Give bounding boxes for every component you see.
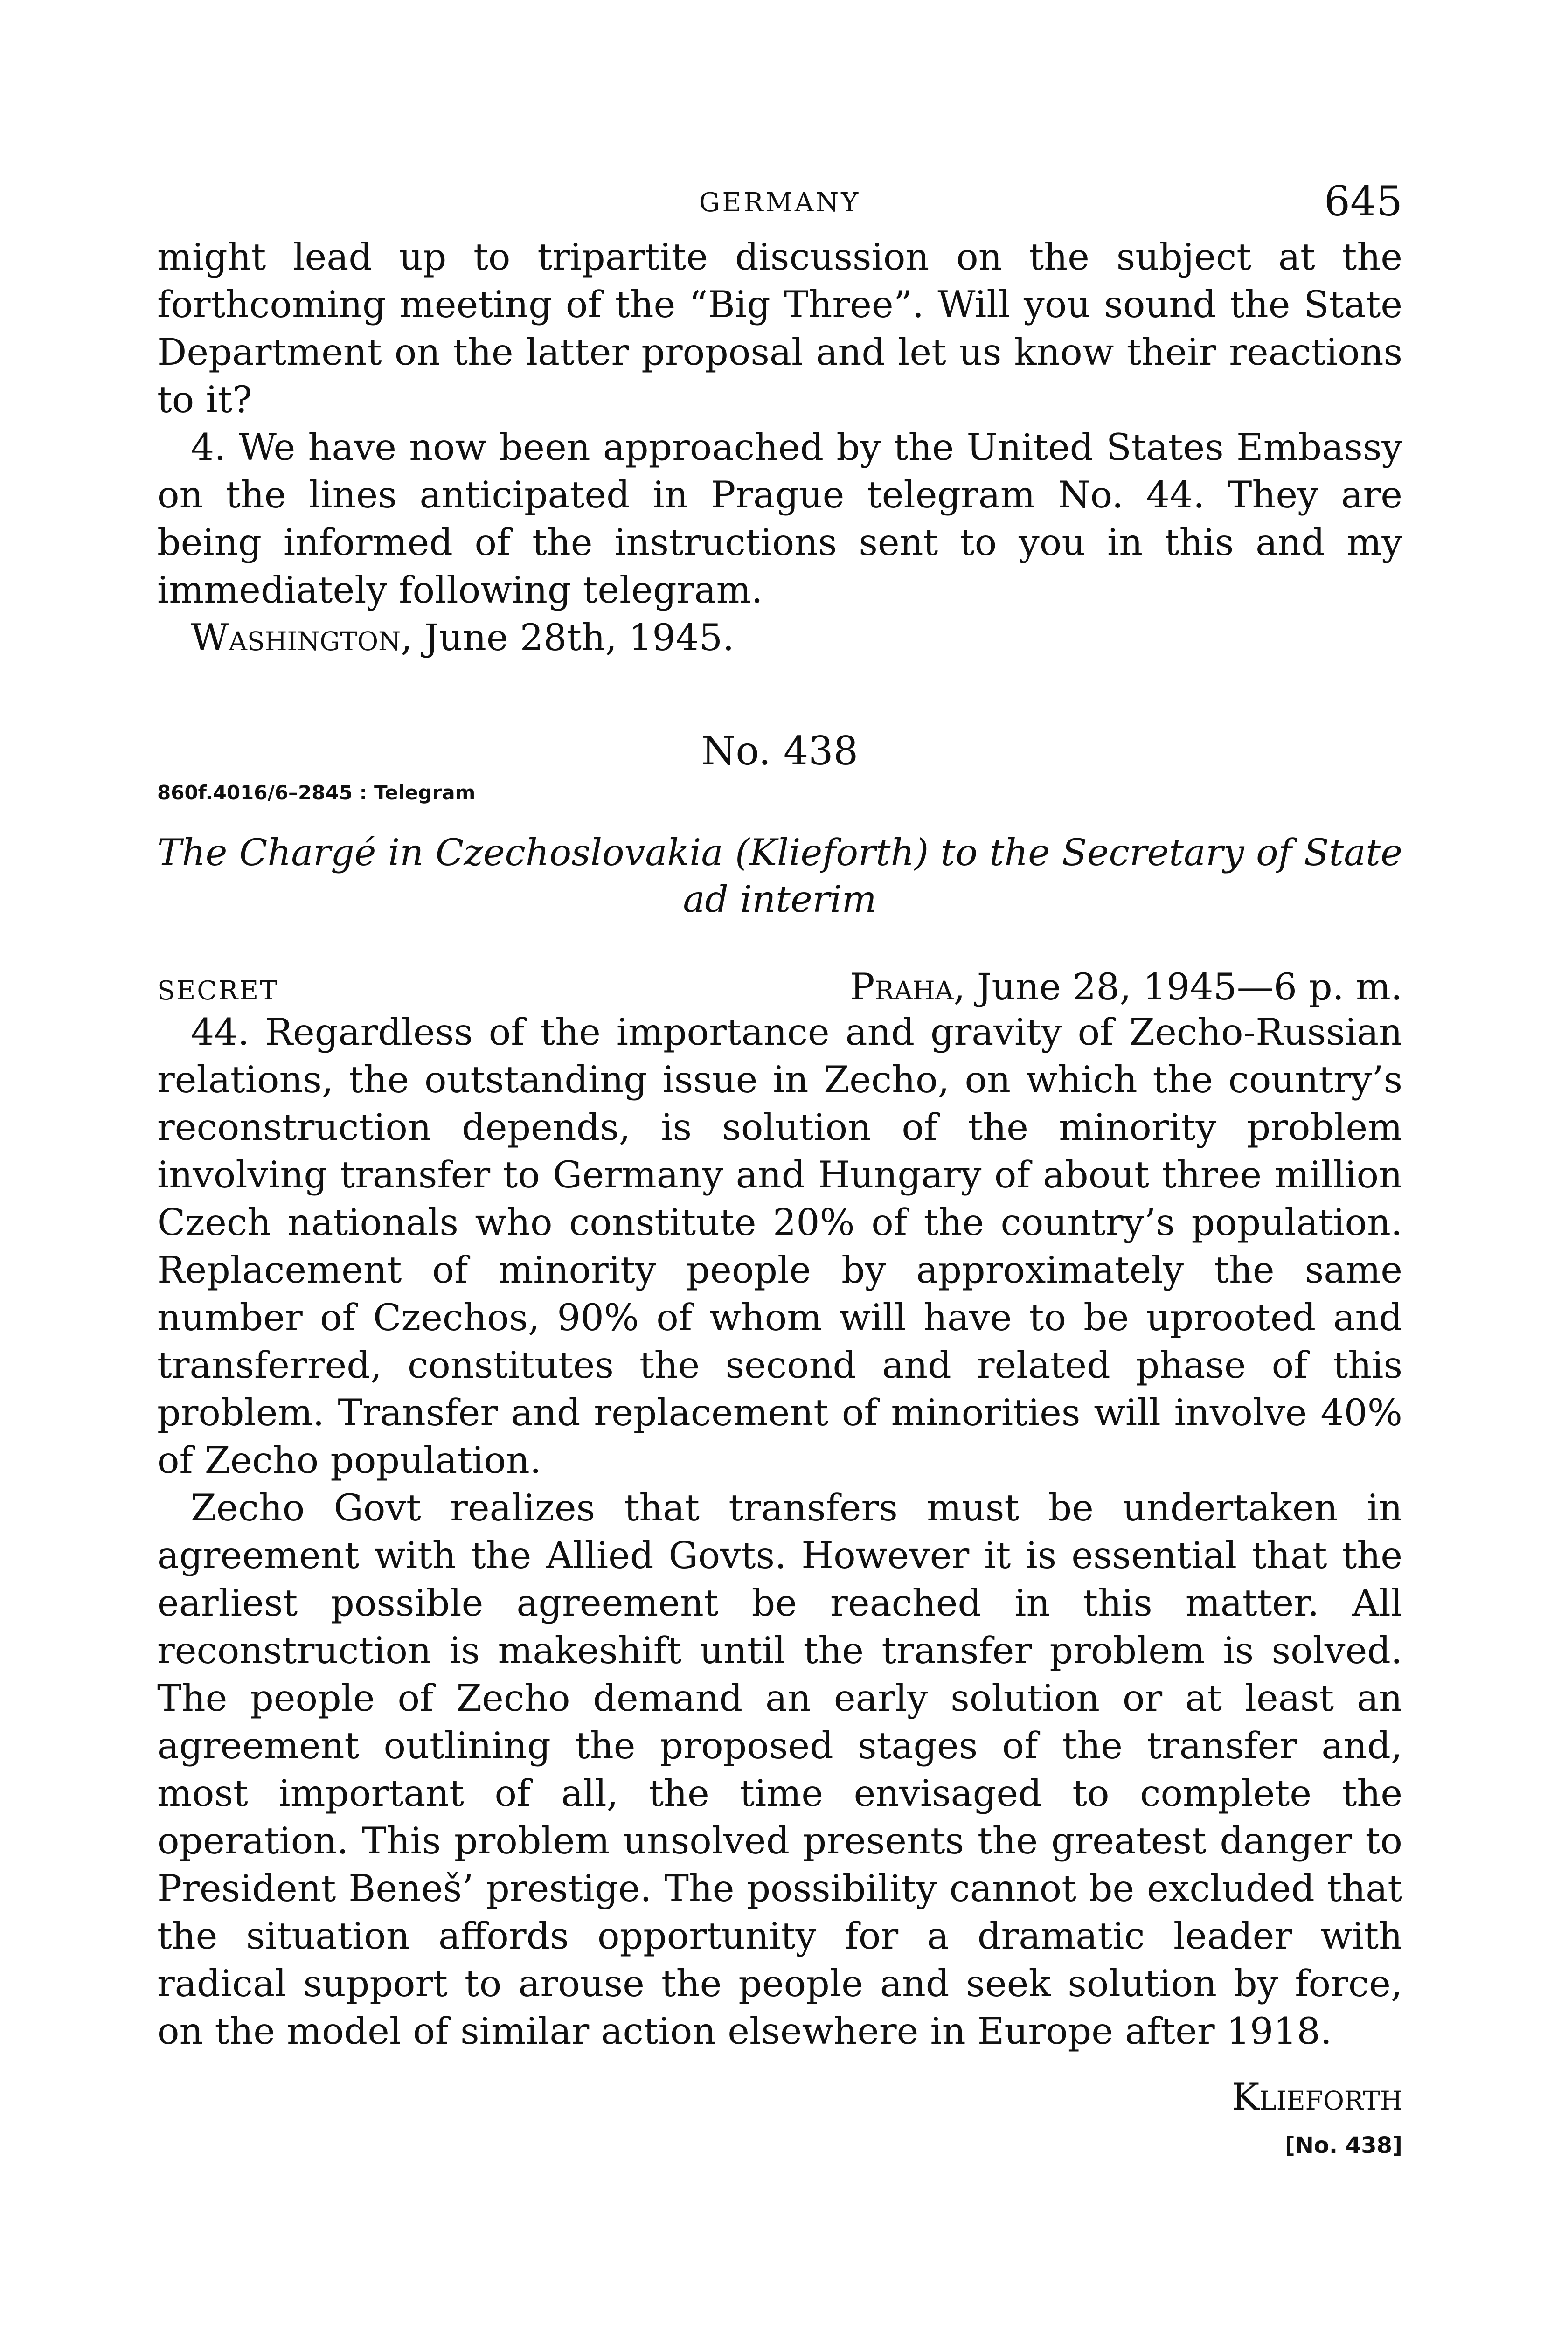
heading-line-1 [157,829,1402,876]
dateline-place: Washington [191,616,401,659]
page-number: 645 [1324,177,1402,225]
date: , June 28, 1945—6 p. m. [953,965,1402,1008]
file-reference: 860f.4016/6–2845 : Telegram [157,781,476,804]
dateline [157,614,1402,661]
document-number: No. 438 [701,728,859,774]
place: Praha [850,965,954,1008]
signature: Klieforth [1232,2075,1402,2118]
footer-reference: [No. 438] [1284,2132,1402,2158]
dateline-date: , June 28th, 1945. [401,616,735,659]
running-title: GERMANY [699,187,861,218]
heading-word: in [388,831,424,874]
document-page [157,177,1402,2158]
message-paragraph-2: Zecho Govt realizes that transfers must be undertaken in agreement with the Allied Govts. However it is essential that the earliest possible agreement be reached in this matter. All reconstruction is makeshift until the transfer problem is solved. The people of Zecho demand an early solution or at least an agreement outlining the proposed stages of the transfer and, most important of all, the time envisaged to complete the operation. This problem unsolved presents the greatest danger to President Beneš’ prestige. The possibility cannot be excluded that the situation affords opportunity for a dramatic leader with radical support to arouse the people and seek solution by force, on the model of similar action elsewhere in Europe after 1918. [157,1486,1402,2053]
heading-word: (Klieforth) [735,831,929,874]
heading-word: Czechoslovakia [435,831,723,874]
heading-word: State [1304,831,1402,874]
classification: SECRET [157,976,279,1006]
heading-word: the [989,831,1050,874]
paragraph-4: 4. We have now been approached by the United States Embassy on the lines anticipated in Prague telegram No. 44. They are being informed of the instructions sent to you in this and my immediately following telegram. [157,426,1402,611]
heading-line-2: ad interim [683,878,877,921]
place-date [850,965,1402,1008]
heading-word: Chargé [239,831,376,874]
running-head [157,177,1402,233]
heading-word: The [157,831,228,874]
heading-word: of [1256,831,1292,874]
classification-row [157,965,1402,1008]
document-heading [157,829,1402,923]
heading-word: Secretary [1062,831,1244,874]
message-paragraph-1: 44. Regardless of the importance and gravity of Zecho-Russian relations, the outstanding issue in Zecho, on which the country’s reconstruction depends, is solution of the minority problem involving transfer to Germany and Hungary of about three million Czech nationals who constitute 20% of the country’s population. Replacement of minority people by approximately the same number of Czechos, 90% of whom will have to be uprooted and transferred, constitutes the second and related phase of this problem. Transfer and replacement of minorities will involve 40% of Zecho population. [157,1011,1402,1482]
continued-paragraph: might lead up to tripartite discussion on the subject at the forthcoming meeting of the “Big Three”. Will you sound the State Department on the latter proposal and let us know their reactions to it? [157,236,1402,421]
heading-word: to [940,831,978,874]
